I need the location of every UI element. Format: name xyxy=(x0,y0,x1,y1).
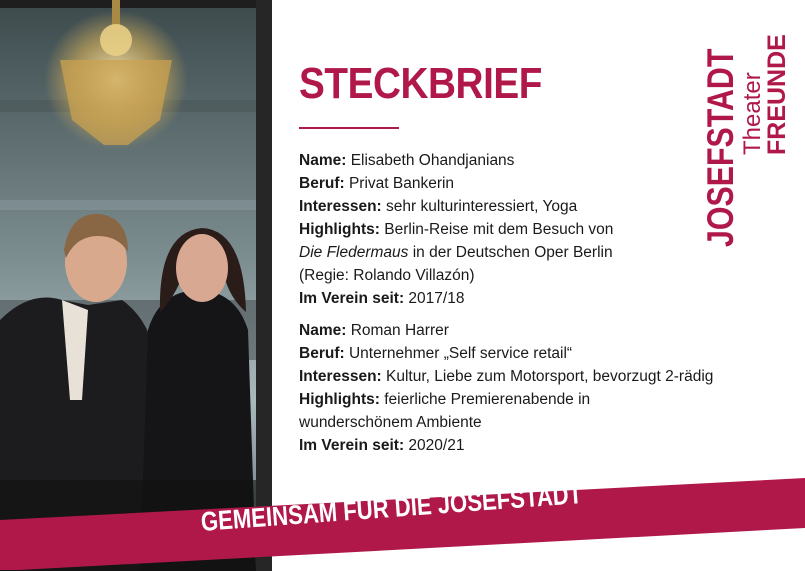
title-underline xyxy=(299,127,399,129)
job-label: Beruf: xyxy=(299,175,345,192)
profile-row-member xyxy=(299,287,613,310)
profile-row-highlights-cont xyxy=(299,241,613,264)
name-value: Elisabeth Ohandjanians xyxy=(350,152,515,169)
highlights-value-2: in der Deutschen Oper Berlin xyxy=(408,244,613,261)
brand-logo xyxy=(700,12,794,248)
interests-value: Kultur, Liebe zum Motorsport, bevorzugt 2-rädig xyxy=(386,368,714,385)
profile-row-name xyxy=(299,319,713,342)
name-value: Roman Harrer xyxy=(350,322,449,339)
member-label: Im Verein seit: xyxy=(299,290,405,307)
member-value: 2017/18 xyxy=(408,290,465,307)
profile-row-job xyxy=(299,172,613,195)
profile-roman xyxy=(299,319,713,457)
interests-label: Interessen: xyxy=(299,198,382,215)
highlights-value-1: feierliche Premierenabende in xyxy=(384,391,591,408)
highlights-value-3: (Regie: Rolando Villazón) xyxy=(299,267,475,284)
member-label: Im Verein seit: xyxy=(299,437,405,454)
brand-josefstadt: JOSEFSTADT xyxy=(700,48,741,248)
job-label: Beruf: xyxy=(299,345,345,362)
brand-theater: Theater xyxy=(739,72,766,155)
highlights-label: Highlights: xyxy=(299,221,380,238)
profile-row-job xyxy=(299,342,713,365)
name-label: Name: xyxy=(299,152,347,169)
highlights-label: Highlights: xyxy=(299,391,380,408)
highlights-value-1: Berlin-Reise mit dem Besuch von xyxy=(384,221,614,238)
brand-freunde: FREUNDE xyxy=(763,34,791,155)
job-value: Privat Bankerin xyxy=(348,175,455,192)
job-value: Unternehmer „Self service retail“ xyxy=(348,345,573,362)
banner-slogan: GEMEINSAM FÜR DIE JOSEFSTADT xyxy=(199,479,584,537)
profile-elisabeth xyxy=(299,149,613,310)
profile-row-highlights-cont xyxy=(299,264,613,287)
opera-title: Die Fledermaus xyxy=(299,244,409,261)
interests-value: sehr kulturinteressiert, Yoga xyxy=(386,198,578,215)
profile-row-interests xyxy=(299,195,613,218)
profile-row-highlights xyxy=(299,218,613,241)
member-value: 2020/21 xyxy=(408,437,465,454)
highlights-value-2: wunderschönem Ambiente xyxy=(299,414,482,431)
interests-label: Interessen: xyxy=(299,368,382,385)
profile-row-interests xyxy=(299,365,713,388)
profile-row-highlights-cont xyxy=(299,411,713,434)
profile-row-name xyxy=(299,149,613,172)
page-title: STECKBRIEF xyxy=(299,59,542,108)
profile-row-member xyxy=(299,434,713,457)
profile-row-highlights xyxy=(299,388,713,411)
name-label: Name: xyxy=(299,322,347,339)
